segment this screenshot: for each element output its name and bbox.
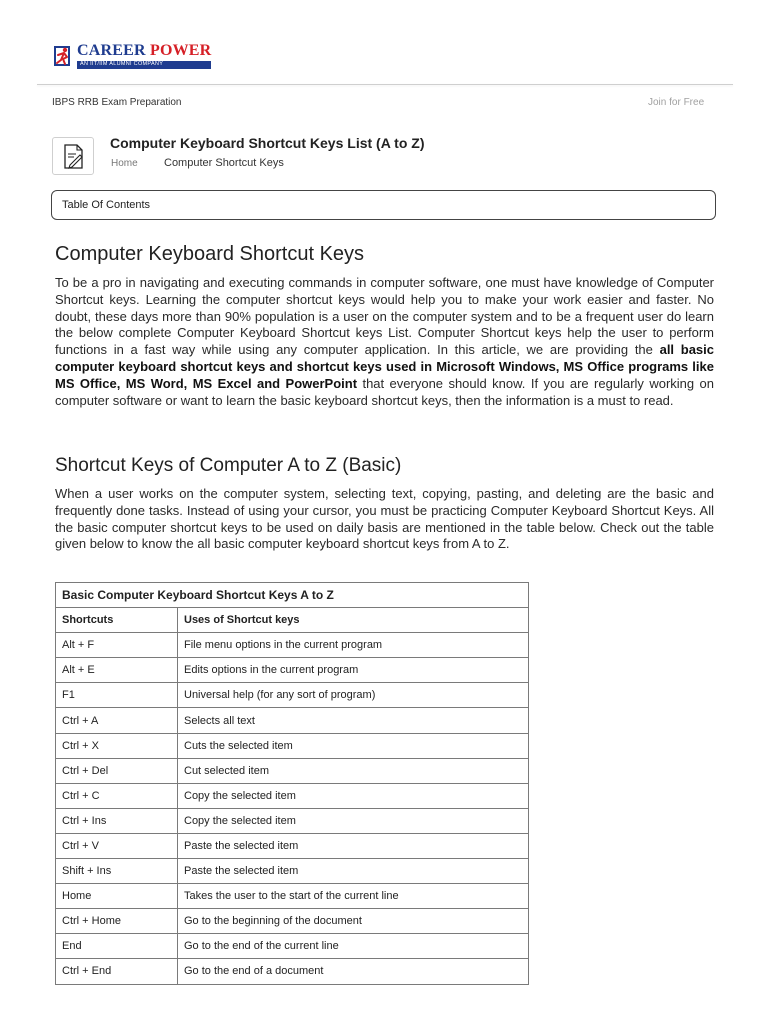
shortcut-use: Paste the selected item bbox=[178, 859, 529, 884]
brand-logo[interactable] bbox=[54, 44, 211, 68]
shortcut-use: File menu options in the current program bbox=[178, 633, 529, 658]
shortcut-use: Go to the end of a document bbox=[178, 959, 529, 984]
section-paragraph: When a user works on the computer system, selecting text, copying, pasting, and deleting are the basic and frequently done tasks. Instead of using your cursor, you must be practicing Computer Keyboard Shortcut Keys. All the basic computer shortcut keys to be used on daily basis are mentioned in the table below. Check out the table given below to know the all basic computer keyboard shortcut keys from A to Z. bbox=[55, 486, 714, 552]
shortcut-use: Go to the end of the current line bbox=[178, 934, 529, 959]
join-link[interactable]: Join for Free bbox=[648, 97, 705, 108]
table-row bbox=[56, 708, 529, 733]
table-row bbox=[56, 934, 529, 959]
table-row bbox=[56, 758, 529, 783]
column-header-shortcuts: Shortcuts bbox=[56, 608, 178, 633]
shortcut-use: Selects all text bbox=[178, 708, 529, 733]
shortcut-key: Ctrl + Ins bbox=[56, 808, 178, 833]
shortcut-use: Go to the beginning of the document bbox=[178, 909, 529, 934]
shortcut-table bbox=[55, 582, 529, 985]
brand-subtitle: AN IIT/IIM ALUMNI COMPANY bbox=[77, 61, 211, 69]
table-row bbox=[56, 959, 529, 984]
column-header-uses: Uses of Shortcut keys bbox=[178, 608, 529, 633]
shortcut-key: Home bbox=[56, 884, 178, 909]
runner-icon bbox=[54, 45, 74, 67]
main-heading: Computer Keyboard Shortcut Keys bbox=[55, 243, 365, 265]
shortcut-use: Universal help (for any sort of program) bbox=[178, 683, 529, 708]
article-title: Computer Keyboard Shortcut Keys List (A to Z) bbox=[110, 135, 425, 151]
table-row bbox=[56, 658, 529, 683]
intro-paragraph: To be a pro in navigating and executing commands in computer software, one must have knowledge of Computer Shortcut keys. Learning the computer shortcut keys would help you to make your work easier and faster. No doubt, these days more than 90% population is a user on the computer system and to be a frequent user do learn the below complete Computer Keyboard Shortcut keys List. Computer Shortcut keys help the user to perform functions in a fast way while using any computer application. In this article, we are providing the all basic computer keyboard shortcut keys and shortcut keys used in Microsoft Windows, MS Office programs like MS Office, MS Word, MS Excel and PowerPoint that everyone should know. If you are regularly working on computer software or want to learn the basic keyboard shortcut keys, then the information is a must to read. bbox=[55, 275, 714, 408]
shortcut-key: Ctrl + A bbox=[56, 708, 178, 733]
shortcut-key: Ctrl + Home bbox=[56, 909, 178, 934]
breadcrumb-home[interactable]: Home bbox=[111, 158, 138, 169]
section-heading: Shortcut Keys of Computer A to Z (Basic) bbox=[55, 455, 402, 476]
shortcut-key: Alt + E bbox=[56, 658, 178, 683]
table-caption: Basic Computer Keyboard Shortcut Keys A to Z bbox=[56, 583, 529, 608]
shortcut-use: Cut selected item bbox=[178, 758, 529, 783]
shortcut-key: Alt + F bbox=[56, 633, 178, 658]
table-row bbox=[56, 783, 529, 808]
table-row bbox=[56, 733, 529, 758]
table-of-contents[interactable] bbox=[51, 190, 716, 220]
table-row bbox=[56, 909, 529, 934]
shortcut-use: Copy the selected item bbox=[178, 783, 529, 808]
shortcut-use: Copy the selected item bbox=[178, 808, 529, 833]
breadcrumb-current[interactable]: Computer Shortcut Keys bbox=[164, 157, 284, 169]
shortcut-key: Ctrl + End bbox=[56, 959, 178, 984]
header-divider bbox=[37, 84, 733, 85]
section-label[interactable]: IBPS RRB Exam Preparation bbox=[52, 97, 182, 108]
shortcut-key: Ctrl + V bbox=[56, 833, 178, 858]
shortcut-key: End bbox=[56, 934, 178, 959]
shortcut-key: Ctrl + C bbox=[56, 783, 178, 808]
table-row bbox=[56, 833, 529, 858]
shortcut-use: Takes the user to the start of the current line bbox=[178, 884, 529, 909]
shortcut-key: Shift + Ins bbox=[56, 859, 178, 884]
brand-title: CAREER POWER bbox=[77, 42, 212, 60]
shortcut-key: Ctrl + X bbox=[56, 733, 178, 758]
shortcut-use: Cuts the selected item bbox=[178, 733, 529, 758]
shortcut-use: Paste the selected item bbox=[178, 833, 529, 858]
table-row bbox=[56, 859, 529, 884]
table-row bbox=[56, 633, 529, 658]
toc-label: Table Of Contents bbox=[62, 199, 151, 211]
document-icon bbox=[52, 137, 94, 175]
table-row bbox=[56, 884, 529, 909]
table-row bbox=[56, 683, 529, 708]
shortcut-key: F1 bbox=[56, 683, 178, 708]
shortcut-use: Edits options in the current program bbox=[178, 658, 529, 683]
shortcut-key: Ctrl + Del bbox=[56, 758, 178, 783]
table-row bbox=[56, 808, 529, 833]
